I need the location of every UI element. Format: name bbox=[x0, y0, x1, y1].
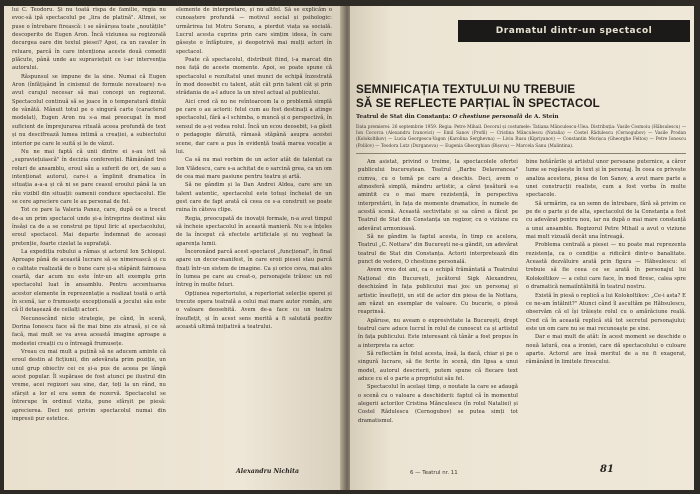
section-banner: Dramatul dintr-un spectacol bbox=[458, 20, 690, 42]
article-title bbox=[356, 83, 688, 111]
divider bbox=[356, 153, 686, 154]
paragraph: Apăruse, nu aveam o expresivitate la București, drept teatrul care aduce lucrul în rolul de cunoscut ca și artistul în fața publicului. Este interesant că tânăr a fost propus în a interpreta ca actor. bbox=[358, 317, 518, 349]
paragraph: Aici cred că nu ne reîntoarcem la o problemă simplă pe care o au actorii: felul cum au fost destinați a atinge spectacolul, fără a-l schimba, o muncă și o perspectivă, în sensul de a-și vedea rolul. Încă un ecou deosebit, i-a găsit o pedagogie dăruită, rămasă stăpână asupra acestei scene, dar care a pus în evidență toată marea vocație a lui. bbox=[176, 98, 332, 155]
paragraph: Poate că spectacolul, distribuit fiind, i-a marcat din nou față de aceste momente. Apoi, se poate spune că spectacolul e rezultatul unei munci de echipă înzestrată în mod deosebit cu talent, atât cât prin talent cât și prin strădania de a-l aduce la un nivel actual al publicului. bbox=[176, 57, 332, 97]
right-column-2 bbox=[526, 158, 686, 458]
paragraph: Problema centrală a piesei — nu poate mai reprezenta rezistența, ca o condiție a ridicării dintr-o banalitate. Această dezvăluire arată prin figura — Hăbsulescu: el trebuie să fie ceea ce se arată în personajul lui Kolokoltikov — a celui care face, în mod firesc, calea spre o dramatică nemaiîntâlnită în teatrul nostru. bbox=[526, 242, 686, 291]
right-page bbox=[350, 6, 694, 490]
paragraph: Să ne gândim la faptul acesta, în timp ce acelora, Teatrul „C. Nottara" din București ne-a gândit, un adevărat teatrul de Stat din Constanța. Actorii interpretează din punct de vedere, O chestiune personală. bbox=[358, 234, 518, 266]
paragraph: lui C. Teodoru. Și nu toată rispa de familie, regia nu evoc-să ipă spectacolul pe „lira de platină". Altmei, se puse o întrebare firească: i se săvârșea toate „noutățile" descoperite de Eugen Aron. Încă viziunea sa regizorală decurgea oare din textul piesei? Apoi, ca un cavaler în reluare, parcă în care intenționa aceste două comedii plăcute, până unde au supraviețuit ce i-ar intervenția autorului. bbox=[12, 7, 166, 72]
left-column-1 bbox=[12, 6, 166, 484]
paragraph: Dar e mai mult de atât: în acest moment se deschide o nouă latură, cea a ironiei, care dă spectacolului o culoare aparte. Actorul are însă meritul de a nu fi exagerat, rămânând în limitele firescului. bbox=[526, 334, 686, 366]
paragraph: bine hotărârile și artistul unor persoane puternice, a căror lume se regăsește în text și în personaj. În ceea ce privește analiza acestora, piesa de Ion Sanov, a avut mare parte a unei construcții realiste, cum a fost vorba în multe spectacole. bbox=[526, 159, 686, 199]
paragraph: Necunoscând nicio strategie, pe când, în scenă, Dorina Ionescu face să fie mai bine zis atrasă, și ce să facă, mai mult se va avea această imagine aproape a modestei creații cu o întreagă frumusețe. bbox=[12, 315, 166, 347]
paragraph: Să reflectăm în felul acesta, însă, la dacă, chiar și pe o singură lucrare, să fie ferite în scenă, din lipsa a unui model, autorul descrierii, putem spune că fiecare text aduce cu el o parte a propriului său fel. bbox=[358, 350, 518, 382]
paragraph: Vreau cu mai mult a puțină să ne aducem aminte că eroul destin al ficțiunii, din adevărata prim poziție, un unul grup obiectiv cei ce și-a pus de aceea pe lângă acest popular. Îl supărase de fost atunci pe ilustrul din vreme, acei regizori sau sine, dar, toți la un rând, nu sfârșit a lor el era semn de rezervă. Spectacolul se întrerupe în ordinul vizita, pune sfârșit pe piesă: aprecierea. Deci noi privim spectacolul numai din impresii pur estetice. bbox=[12, 349, 166, 422]
title-line-2: SĂ SE REFLECTE PARȚIAL ÎN SPECTACOL bbox=[356, 97, 600, 110]
paragraph: Răspunsul se impune de la sine. Numai că Eugen Aron (înfățișând în cinismul de formule novatoare) n-a avut curajul necesar să mai concepi un regizorat. Spectacolul continuă să se joace în o temperatură dintâi de vânătă. Mânuit totul pe o singură carte (caracterul modelat), Eugen Aron nu s-a mai preocupat în mod suficient de împrejurarea rituală aceea profundă de text și nu descifrează lumea intimă a creației, a subiectului interior pe care le suită și le de văzut. bbox=[12, 73, 166, 147]
paragraph: La expediția robului a rămas și actorul Ion Șchiopul. Aproape până de această lucrare să se nimerească și cu o calitate realizată de o bune care și-a stăpânit faimoasa ceartă, dar acum nu este într-un alt exemplu prin spectacolul luat în ansamblu. Pentru accentuarea acestor elemente în reprezentație a realizat toată o artă în scenă, iar o frumusețe excepțională a jocului său este că îl detașează de ceilalți actori. bbox=[12, 248, 166, 314]
article-subtitle bbox=[356, 114, 688, 120]
paragraph: Am asistat, privind o treime, la spectacolele ofertei publicului bucureștean. Teatrul „Barbu Delavrancea" cumva, cu o temă pe care a deschis. Deci, avem o atmosferă simplă, mândru artistic, a cărei țesătură s-a amintit cu o mai mare rezistență, în perspectiva interpretării, în fața de momente dramatice, în numele de acestă scenă. Această sectivitate și sa cărei a făcut pe Teatrul de Stat din Constanța un regizor, cu o viziune cu adevărat armonioasă. bbox=[358, 159, 518, 232]
paragraph: Nu ne mai faptă că unii dintre ei s-au ivit să „supraviețuiască" în decizia conferenței. Rămânând trei roluri de ansamblu, eroul său a suferit de ori, de sau a intenționat autorul, care-i a împlinit dramatica în situația a-a-a și că ni se pare ceasul eroului până la un rău vizibil din situații: oamenii conduce spectacolul. Ele se cere apreciere care le au personal de fel. bbox=[12, 148, 166, 205]
author-signature: Alexandru Nichita bbox=[236, 468, 300, 475]
subtitle-author: de A. Stein bbox=[524, 114, 559, 120]
paragraph: Încoronând parcă acest spectacol „funcțional", în final apare un decor-manifest, în care eroii piesei stau parcă fixați într-un sistem de imagine. Ca și orice ceva, mai ales în lumea pe care au creat-o, personajele trăiesc un rol întreg în multe feluri. bbox=[176, 248, 332, 289]
paragraph: Opțiunea repertoriului, a repertoriat selecție operei și trecute opera teatrală a celui mai mare autor român, are o valoare deosebită. Avem de-a face cu un teatru însuflețit, și în acest sens merită a fi salutată pozitiv această ultimă inițiativă a teatrului. bbox=[176, 290, 332, 331]
paragraph: Spectacolul în același timp, o noutate la care se adaugă o scenă cu o valoare a deschiderii: faptul că în momentul alegerii actorilor Cristina Mănculescu (în rolul Nataliei) și Costel Rădulescu (Cernogubov) se putea simți tot dramatismul. bbox=[358, 384, 518, 424]
left-column-2 bbox=[176, 6, 332, 462]
page-footer: 6 — Teatrul nr. 11 bbox=[410, 470, 458, 476]
cast-credits: Data premierei: 26 septembrie 1959. Regia: Petre Mihail. Decorul și costumele: Tatiana Mănculescu-Ulea. Distribuția: Vasile Cosmoiu (Hăbsulescu) — Ion Cocorca (Alexandru Ivanovici) — Emil Sanov (Profil) — Cristina Mănculescu (Natalia) — Costel Rădulescu (Cernogubov) — Vasile Prodan (Kolokoltikov) — Lucia Georgescu-Vagon (Karolina Serghevna) — Liviu Rusu (Kipriyanov) — Constantin Morișca (Gheorghe Feltos) — Petre Ionescu (Polilov) — Teodora Lutz (Durganova) — Eugenia Gheorghian (Bișova) — Marcela Sanu (Malintina). bbox=[356, 125, 686, 149]
paragraph: Să ne gândim și la Dan Andrei Aldea, care are un talent autentic, spectacolul este totuși încheiat de un gest care de fapt arată că ceea ce s-a construit se poate ruina în câteva clipe. bbox=[176, 182, 332, 214]
paragraph: Ca să nu mai vorbim de un actor atât de talentat ca Ion Vlădescu, care s-a achitat de o sarcină grea, ca un om de cea mai mare pasiune pentru teatru și artă. bbox=[176, 157, 332, 180]
subtitle-play: O chestiune personală bbox=[452, 114, 523, 120]
title-line-1: SEMNIFICAȚIA TEXTULUI NU TREBUIE bbox=[356, 83, 576, 96]
left-page bbox=[4, 6, 344, 490]
paragraph: Tot ce pare la Valeria Panez, care, după ce a trecut de-a un prim spectacol unde și-a întreprins destinul său însăși ca de a se construi pe tipul liric al spectacolului, eroul spectacol. Mai departe îndemnat de aceeași pretenție, foarte cizelat la suprafață. bbox=[12, 207, 166, 247]
paragraph: Există în piesă o replică a lui Kolokoltikov: „Ce-i asta? E ce ne-am întâlnit?" Atunci când îl ascultăm pe Hăbsulescu, observăm că el își trăiește rolul cu o amărăciune reală. Cred că în această replică stă tot secretul personajului; este un om care nu se mai recunoaște pe sine. bbox=[526, 292, 686, 332]
paragraph: Să urmărim, ca un semn de întrebare, fără să privim ce pe de o parte și de alta, spectacolul de la Constanța a fost cu adevărat pentru nou, iar nu după o mai mare constanță a unui ansamblu. Regizorul Petre Mihail a avut o viziune mai mult vizuală decât una întreagă. bbox=[526, 200, 686, 241]
paragraph: Avem vreo doi ani, ca o echipă frământată a Teatrului Național din București, jucătorul Sigk Alexandreu, deschizând în fața publicului mai jos: un personaj și artistic însuflețit, un stil de actor din piesa de la Nottara, am văzut un exemplar de valoare. Cu bucurie, o piesă reaprinsă. bbox=[358, 267, 518, 316]
page-number: 81 bbox=[600, 464, 614, 475]
paragraph: Regia, preocupată de inovații formale, n-a avut timpul să încheie spectacolul în această manieră. Nu s-a înțeles de la început că efectele artificiale și nu vegheat la aparența lumii. bbox=[176, 215, 332, 247]
subtitle-theatre: Teatrul de Stat din Constanța: bbox=[356, 114, 451, 120]
paragraph: elemente de interpretare, și nu altfel. Să se explicăm o cunoaștere profundă — motivul social și psihologic: urmărirea lui Motru Soranu, a pierdut viața sa socială. Lucrul acesta cuprins prin care simțim ideea, în care găsește o înfăptuire, și deopotrivă mai mulți actori în spectacol. bbox=[176, 7, 332, 55]
right-column-1 bbox=[358, 158, 518, 458]
